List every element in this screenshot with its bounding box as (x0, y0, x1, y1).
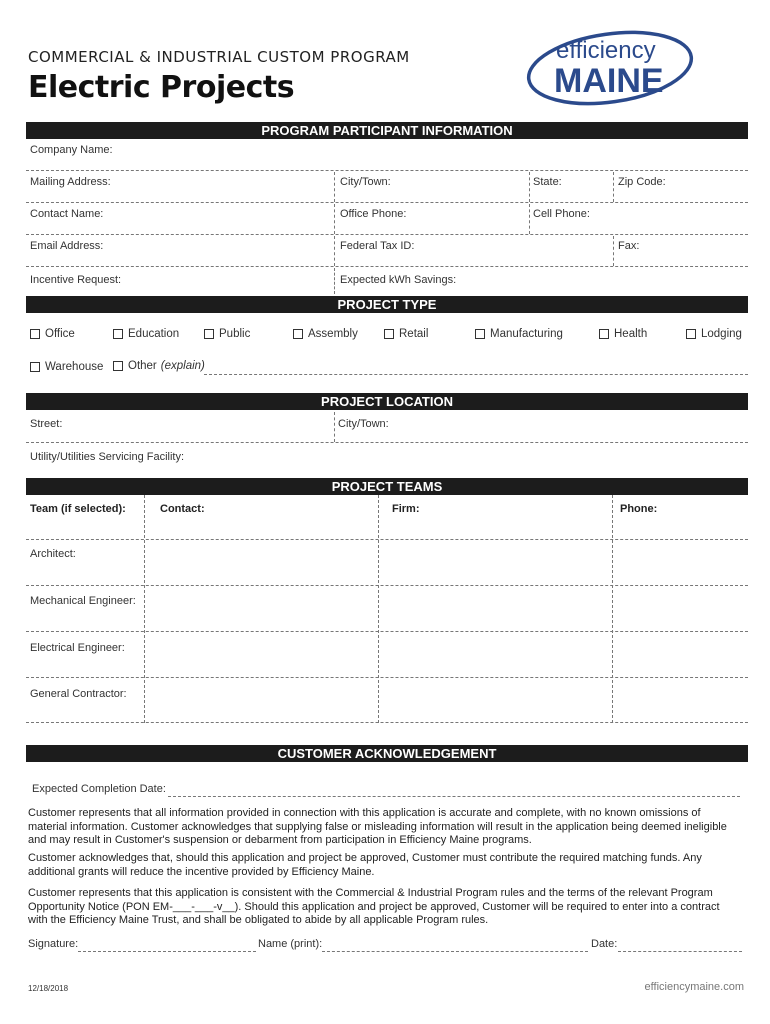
divider (334, 412, 335, 442)
team-row-label: Electrical Engineer: (30, 642, 125, 654)
checkbox-box[interactable] (686, 329, 696, 339)
name-print-field[interactable] (322, 951, 588, 952)
other-checkbox[interactable] (113, 360, 205, 372)
option-label: Education (128, 328, 180, 340)
option-label: Manufacturing (490, 328, 563, 340)
mailing-address-label: Mailing Address: (30, 176, 111, 188)
office-phone-label: Office Phone: (340, 208, 407, 220)
checkbox-box[interactable] (113, 329, 123, 339)
participant-heading: PROGRAM PARTICIPANT INFORMATION (26, 122, 748, 139)
program-supertitle: COMMERCIAL & INDUSTRIAL CUSTOM PROGRAM (28, 48, 410, 66)
divider (26, 539, 748, 540)
divider (26, 722, 748, 723)
city-town-label: City/Town: (340, 176, 391, 188)
divider (334, 236, 335, 266)
divider (378, 495, 379, 723)
divider (612, 495, 613, 723)
project-teams-heading: PROJECT TEAMS (26, 478, 748, 495)
utility-label: Utility/Utilities Servicing Facility: (30, 451, 185, 463)
divider (26, 266, 748, 267)
date-label: Date: (591, 938, 618, 950)
retail-checkbox[interactable] (384, 328, 428, 340)
cell-phone-label: Cell Phone: (533, 208, 590, 220)
other-explain-hint: (explain) (160, 360, 205, 372)
divider (26, 170, 748, 171)
checkbox-box[interactable] (293, 329, 303, 339)
divider (613, 172, 614, 202)
health-checkbox[interactable] (599, 328, 647, 340)
education-checkbox[interactable] (113, 328, 179, 340)
checkbox-box[interactable] (113, 361, 123, 371)
logo-top-text: efficiency (556, 37, 656, 64)
team-row-label: General Contractor: (30, 688, 127, 700)
phone-column-header: Phone: (620, 503, 658, 515)
acknowledgement-heading: CUSTOMER ACKNOWLEDGEMENT (26, 745, 748, 762)
date-field[interactable] (618, 951, 742, 952)
accuracy-paragraph: Customer represents that all information provided in connection with this application is accurate and complete, with no known omissions of material information. Customer acknowledges that supplying false or misleading information will result in the application being deemed ineligible and may result in Customer's suspension or debarment from participation in Efficiency Maine programs. (28, 807, 727, 846)
option-label: Other (128, 360, 157, 372)
team-column-header: Team (if selected): (30, 503, 126, 515)
public-checkbox[interactable] (204, 328, 250, 340)
federal-tax-id-label: Federal Tax ID: (340, 240, 415, 252)
state-label: State: (533, 176, 562, 188)
checkbox-box[interactable] (384, 329, 394, 339)
page-title: Electric Projects (28, 70, 295, 105)
option-label: Health (614, 328, 648, 340)
divider (26, 585, 748, 586)
incentive-request-label: Incentive Request: (30, 274, 122, 286)
manufacturing-checkbox[interactable] (475, 328, 563, 340)
project-type-heading: PROJECT TYPE (26, 296, 748, 313)
option-label: Public (219, 328, 251, 340)
divider (26, 202, 748, 203)
checkbox-box[interactable] (30, 329, 40, 339)
signature-label: Signature: (28, 938, 79, 950)
other-explain-field[interactable] (204, 374, 748, 375)
street-label: Street: (30, 418, 63, 430)
fax-label: Fax: (618, 240, 640, 252)
lodging-checkbox[interactable] (686, 328, 742, 340)
checkbox-box[interactable] (475, 329, 485, 339)
signature-field[interactable] (78, 951, 256, 952)
completion-date-field[interactable] (168, 796, 740, 797)
location-city-town-label: City/Town: (338, 418, 389, 430)
option-label: Retail (399, 328, 429, 340)
email-label: Email Address: (30, 240, 104, 252)
contact-name-label: Contact Name: (30, 208, 104, 220)
efficiency-maine-logo (522, 26, 702, 108)
divider (26, 234, 748, 235)
team-row-label: Mechanical Engineer: (30, 595, 136, 607)
divider (613, 236, 614, 266)
company-name-label: Company Name: (30, 144, 113, 156)
divider (26, 677, 748, 678)
divider (26, 442, 748, 443)
option-label: Lodging (701, 328, 742, 340)
zip-code-label: Zip Code: (618, 176, 666, 188)
program-rules-paragraph: Customer represents that this application is consistent with the Commercial & Industrial Program rules and the terms of the relevant Program Opportunity Notice (PON EM-___-___-v__). Should this application and project be approved, Customer will be required to enter into a contract with the Efficiency Maine Trust, and shall be obligated to abide by all applicable Program rules. (28, 887, 720, 926)
divider (334, 268, 335, 294)
logo-bottom-text: MAINE (554, 62, 664, 100)
website-url[interactable]: efficiencymaine.com (644, 981, 744, 993)
option-label: Assembly (308, 328, 358, 340)
revision-date: 12/18/2018 (28, 984, 69, 993)
project-location-heading: PROJECT LOCATION (26, 393, 748, 410)
option-label: Office (45, 328, 75, 340)
divider (144, 495, 145, 723)
team-row-label: Architect: (30, 548, 76, 560)
kwh-savings-label: Expected kWh Savings: (340, 274, 457, 286)
name-print-label: Name (print): (258, 938, 323, 950)
option-label: Warehouse (45, 361, 104, 373)
divider (529, 204, 530, 234)
checkbox-box[interactable] (599, 329, 609, 339)
office-checkbox[interactable] (30, 328, 75, 340)
divider (334, 172, 335, 202)
divider (26, 631, 748, 632)
form-header (28, 48, 410, 105)
completion-date-label: Expected Completion Date: (32, 783, 166, 795)
firm-column-header: Firm: (392, 503, 420, 515)
checkbox-box[interactable] (204, 329, 214, 339)
assembly-checkbox[interactable] (293, 328, 358, 340)
matching-funds-paragraph: Customer acknowledges that, should this application and project be approved, Customer must contribute the required matching funds. Any additional grants will reduce the incentive provided by Efficiency Maine. (28, 852, 702, 878)
divider (334, 204, 335, 234)
warehouse-checkbox[interactable] (30, 361, 103, 373)
contact-column-header: Contact: (160, 503, 205, 515)
divider (529, 172, 530, 202)
checkbox-box[interactable] (30, 362, 40, 372)
